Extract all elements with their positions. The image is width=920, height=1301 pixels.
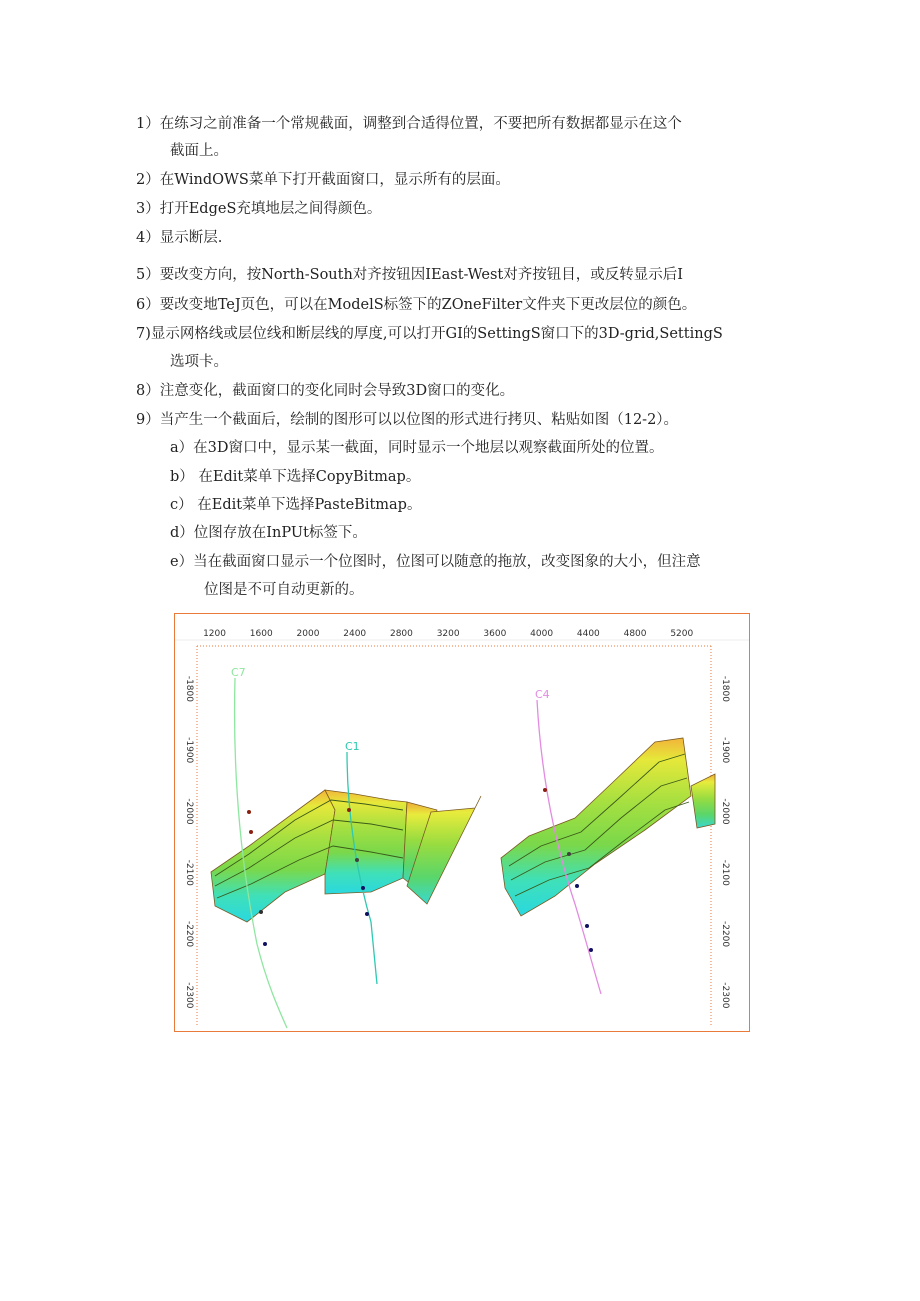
x-tick-label: 3600 bbox=[483, 629, 507, 639]
well-marker bbox=[347, 808, 351, 812]
y-tick-label-left: -2200 bbox=[184, 920, 194, 948]
y-tick-label-left: -2100 bbox=[184, 859, 194, 886]
well-marker bbox=[585, 924, 589, 928]
well-marker bbox=[365, 912, 369, 916]
well-marker bbox=[567, 852, 571, 856]
item-1: 1）在练习之前准备一个常规截面，调整到合适得位置，不要把所有数据都显示在这个 bbox=[136, 116, 682, 132]
x-tick-label: 4000 bbox=[530, 629, 554, 639]
y-tick-label-right: -1900 bbox=[720, 737, 730, 764]
item-9d: d）位图存放在InPUt标签下。 bbox=[170, 525, 367, 541]
well-marker bbox=[361, 886, 365, 890]
item-9a: a）在3D窗口中，显示某一截面，同时显示一个地层以观察截面所处的位置。 bbox=[170, 440, 664, 456]
x-tick-label: 2400 bbox=[343, 629, 367, 639]
item-2: 2）在WindOWS菜单下打开截面窗口，显示所有的层面。 bbox=[136, 172, 510, 188]
y-tick-label-right: -1800 bbox=[720, 675, 730, 702]
y-tick-label-right: -2300 bbox=[720, 982, 730, 1009]
x-tick-label: 4400 bbox=[576, 629, 600, 639]
x-axis-ticks bbox=[203, 629, 693, 639]
item-6: 6）要改变地TeJ页色，可以在ModelS标签下的ZOneFilter文件夹下更改层位的颜色。 bbox=[136, 297, 697, 313]
x-tick-label: 3200 bbox=[436, 629, 460, 639]
well-marker bbox=[247, 810, 251, 814]
item-3: 3）打开EdgeS充填地层之间得颜色。 bbox=[136, 201, 382, 217]
fault-blocks bbox=[211, 738, 715, 922]
item-8: 8）注意变化，截面窗口的变化同时会导致3D窗口的变化。 bbox=[136, 383, 515, 399]
item-7-cont: 选项卡。 bbox=[170, 354, 228, 370]
well-marker bbox=[575, 884, 579, 888]
x-tick-label: 1600 bbox=[249, 629, 273, 639]
y-tick-label-left: -2300 bbox=[184, 982, 194, 1009]
fault-block-6 bbox=[691, 774, 715, 828]
x-tick-label: 2800 bbox=[389, 629, 413, 639]
well-marker bbox=[259, 910, 263, 914]
x-tick-label: 2000 bbox=[296, 629, 320, 639]
item-9e-cont: 位图是不可自动更新的。 bbox=[204, 582, 364, 598]
y-tick-label-left: -1900 bbox=[184, 737, 194, 764]
item-1-cont: 截面上。 bbox=[170, 143, 228, 159]
fault-block-1 bbox=[211, 790, 335, 922]
fault-block-2 bbox=[325, 790, 407, 894]
item-9c: c） 在Edit菜单下选择PasteBitmap。 bbox=[170, 497, 422, 513]
y-tick-label-right: -2200 bbox=[720, 920, 730, 948]
item-9: 9）当产生一个截面后，绘制的图形可以以位图的形式进行拷贝、粘贴如图（12-2）。 bbox=[136, 412, 679, 428]
x-tick-label: 1200 bbox=[203, 629, 226, 639]
well-label-c7: C7 bbox=[231, 666, 246, 679]
y-tick-label-left: -2000 bbox=[184, 798, 194, 825]
well-marker bbox=[249, 830, 253, 834]
well-marker bbox=[589, 948, 593, 952]
x-tick-label: 4800 bbox=[623, 629, 647, 639]
item-9b: b） 在Edit菜单下选择CopyBitmap。 bbox=[170, 469, 421, 485]
well-marker bbox=[263, 942, 267, 946]
cross-section-figure bbox=[174, 613, 750, 1032]
well-marker bbox=[543, 788, 547, 792]
item-4: 4）显示断层. bbox=[136, 230, 223, 246]
well-marker bbox=[355, 858, 359, 862]
y-tick-label-right: -2100 bbox=[720, 859, 730, 886]
y-tick-label-left: -1800 bbox=[184, 675, 194, 702]
y-tick-label-right: -2000 bbox=[720, 798, 730, 825]
item-7: 7)显示网格线或层位线和断层线的厚度,可以打开GI的SettingS窗口下的3D-grid,SettingS bbox=[136, 326, 723, 342]
well-label-c1: C1 bbox=[345, 740, 360, 753]
cross-section-plot bbox=[175, 614, 749, 1031]
well-label-c4: C4 bbox=[535, 688, 550, 701]
x-tick-label: 5200 bbox=[670, 629, 694, 639]
item-5: 5）要改变方向，按North-South对齐按钮因IEast-West对齐按钮目，或反转显示后I bbox=[136, 267, 683, 283]
item-9e: e）当在截面窗口显示一个位图时，位图可以随意的拖放，改变图象的大小，但注意 bbox=[170, 554, 701, 570]
